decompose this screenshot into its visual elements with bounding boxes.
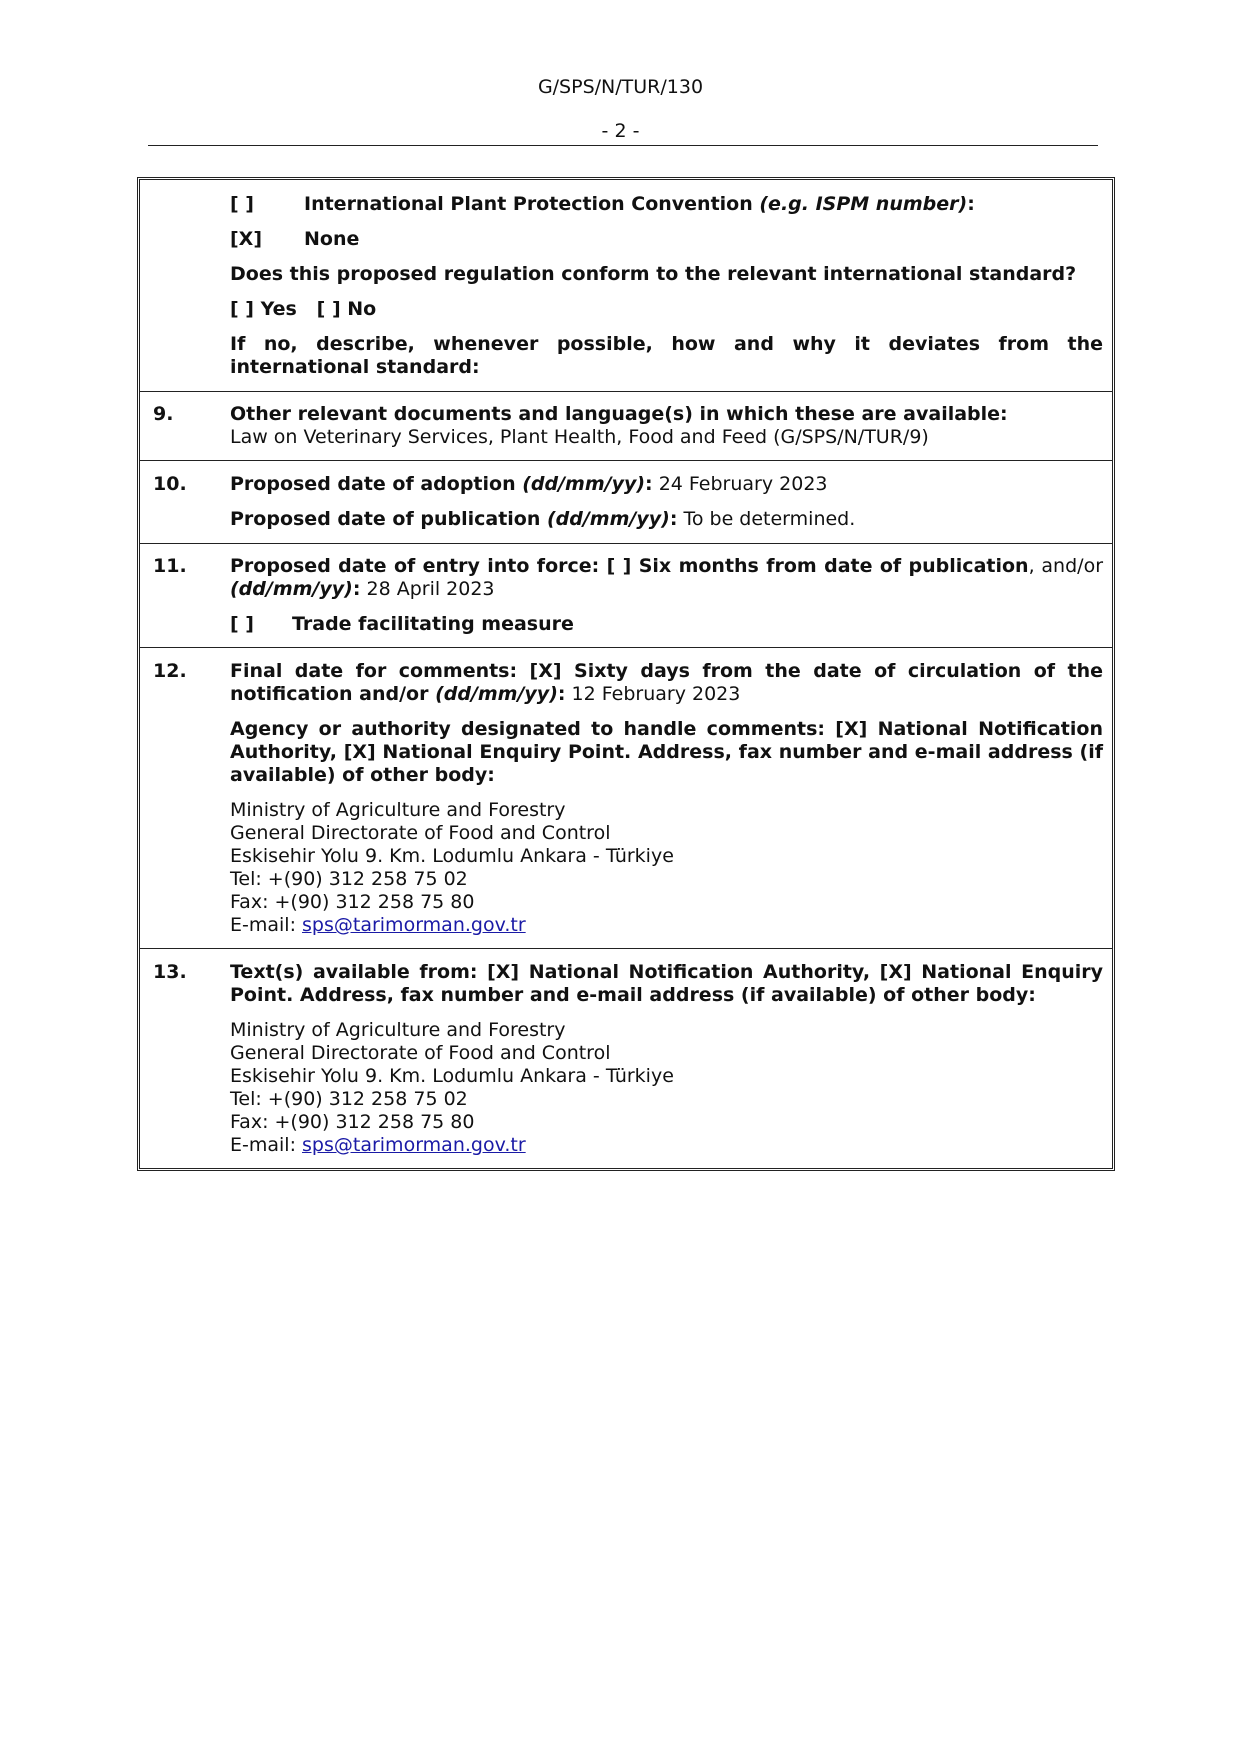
address-line: Fax: +(90) 312 258 75 80 [230, 891, 475, 913]
item-11-number: 11. [153, 555, 187, 577]
item-13-content [230, 961, 1103, 1157]
address-line: General Directorate of Food and Control [230, 1042, 611, 1064]
email-line [230, 914, 1103, 937]
item-9-content [230, 403, 1103, 449]
entry-into-force-value: 28 April 2023 [360, 578, 495, 600]
address-line: Ministry of Agriculture and Forestry [230, 1019, 566, 1041]
item-10-content [230, 473, 1103, 531]
ippc-line [230, 193, 1103, 216]
final-date-format: (dd/mm/yy) [435, 683, 558, 705]
none-line [230, 228, 1103, 251]
final-date-colon: : [557, 683, 566, 705]
item-13-row [140, 948, 1112, 1168]
email-line [230, 1134, 1103, 1157]
adoption-value: 24 February 2023 [652, 473, 828, 495]
item-13-address [230, 1019, 1103, 1157]
item-11-row [140, 543, 1112, 647]
item-13-number: 13. [153, 961, 187, 983]
item-9-row [140, 391, 1112, 460]
entry-into-force-format: (dd/mm/yy) [230, 578, 353, 600]
entry-into-force-colon: : [352, 578, 361, 600]
address-line: Tel: +(90) 312 258 75 02 [230, 1088, 468, 1110]
header-rule [148, 145, 1098, 146]
ippc-checkbox: [ ] [230, 193, 254, 215]
text-available-label: Text(s) available from: [X] National Notification Authority, [X] National Enquiry Point. Address, fax number and e-mail address (if available) of other body: [230, 961, 1103, 1006]
deviation-text: If no, describe, whenever possible, how and why it deviates from the international standard: [230, 333, 1103, 378]
publication-line [230, 508, 1103, 531]
ippc-example: (e.g. ISPM number) [759, 193, 968, 215]
final-date-value: 12 February 2023 [565, 683, 741, 705]
item-9-label: Other relevant documents and language(s) in which these are available: [230, 403, 1008, 425]
trade-checkbox: [ ] [230, 613, 254, 635]
publication-colon: : [669, 508, 678, 530]
conform-question: Does this proposed regulation conform to the relevant international standard? [230, 263, 1077, 285]
item-12-row [140, 647, 1112, 948]
item-12-number: 12. [153, 660, 187, 682]
adoption-format: (dd/mm/yy) [522, 473, 646, 495]
entry-into-force-label: Proposed date of entry into force: [ ] Six months from date of publication [230, 555, 1029, 577]
address-line: Eskisehir Yolu 9. Km. Lodumlu Ankara - Türkiye [230, 1065, 674, 1087]
publication-format: (dd/mm/yy) [546, 508, 670, 530]
item-9-value: Law on Veterinary Services, Plant Health, Food and Feed (G/SPS/N/TUR/9) [230, 426, 929, 448]
email-label: E-mail: [230, 914, 303, 936]
address-line: Eskisehir Yolu 9. Km. Lodumlu Ankara - Türkiye [230, 845, 674, 867]
item-12-address [230, 799, 1103, 937]
address-line: General Directorate of Food and Control [230, 822, 611, 844]
email-link[interactable]: sps@tarimorman.gov.tr [302, 1134, 526, 1156]
entry-into-force-and-or: , and/or [1028, 555, 1104, 577]
item-12-content [230, 660, 1103, 937]
publication-label: Proposed date of publication [230, 508, 547, 530]
item-8-content [230, 193, 1103, 379]
adoption-line [230, 473, 1103, 496]
item-8-row [140, 180, 1112, 391]
document-symbol: G/SPS/N/TUR/130 [537, 76, 704, 98]
email-label: E-mail: [230, 1134, 303, 1156]
item-11-content [230, 555, 1103, 636]
none-label: None [304, 228, 360, 250]
publication-value: To be determined. [677, 508, 856, 530]
address-line: Tel: +(90) 312 258 75 02 [230, 868, 468, 890]
none-checkbox: [X] [230, 228, 263, 250]
yes-no-options: [ ] Yes [ ] No [230, 298, 377, 320]
adoption-colon: : [645, 473, 653, 495]
entry-into-force-line [230, 555, 1103, 601]
email-link[interactable]: sps@tarimorman.gov.tr [302, 914, 526, 936]
item-10-number: 10. [153, 473, 187, 495]
page-number: - 2 - [601, 120, 640, 142]
notification-form [137, 177, 1115, 1171]
ippc-colon: : [967, 193, 975, 215]
final-date-line [230, 660, 1103, 706]
trade-label: Trade facilitating measure [292, 613, 574, 635]
item-9-number: 9. [153, 403, 174, 425]
address-line: Fax: +(90) 312 258 75 80 [230, 1111, 475, 1133]
adoption-label: Proposed date of adoption [230, 473, 523, 495]
final-date-label: Final date for comments: [X] Sixty days from the date of circulation of the notification and/or [230, 660, 1103, 705]
address-line: Ministry of Agriculture and Forestry [230, 799, 566, 821]
agency-label: Agency or authority designated to handle comments: [X] National Notification Authority, [X] National Enquiry Point. Address, fax number and e-mail address (if available) of other body: [230, 718, 1103, 786]
item-10-row [140, 460, 1112, 543]
ippc-label: International Plant Protection Convention [304, 193, 760, 215]
trade-facilitating-line [230, 613, 1103, 636]
